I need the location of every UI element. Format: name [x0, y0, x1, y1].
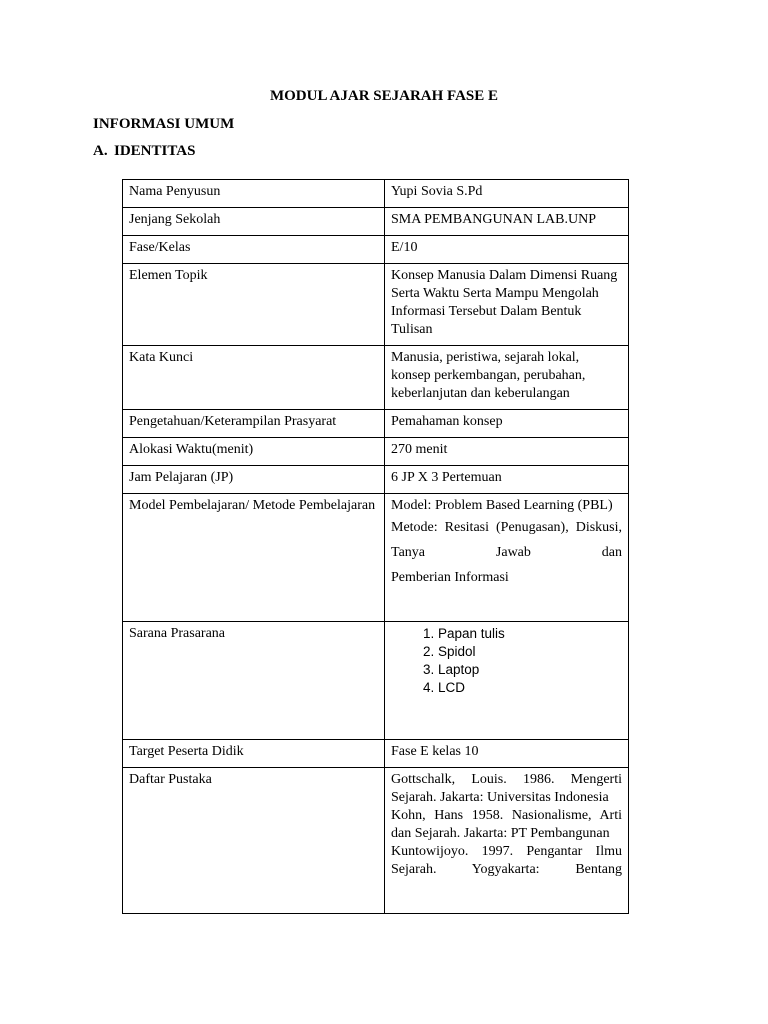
- reference-item: Gottschalk, Louis. 1986. Mengerti Sejarah. Jakarta: Universitas Indonesia: [391, 772, 622, 805]
- row-label: Daftar Pustaka: [123, 768, 385, 914]
- row-value: [385, 494, 629, 622]
- metode-text: Metode: Resitasi (Penugasan), Diskusi, Tanya Jawab dan: [391, 520, 622, 560]
- section-heading-identitas: [93, 143, 195, 160]
- list-item: 3. Laptop: [438, 661, 622, 679]
- section-heading-informasi-umum: INFORMASI UMUM: [93, 116, 235, 132]
- table-row: [123, 494, 629, 622]
- table-row: [123, 264, 629, 346]
- row-value: [385, 768, 629, 914]
- table-row: [123, 768, 629, 914]
- table-row: [123, 236, 629, 264]
- row-label: Kata Kunci: [123, 346, 385, 410]
- reference-list: [391, 771, 622, 879]
- row-value: Konsep Manusia Dalam Dimensi Ruang Serta Waktu Serta Mampu Mengolah Informasi Tersebut Dalam Bentuk Tulisan: [385, 264, 629, 346]
- metode-text-end: Pemberian Informasi: [391, 570, 509, 585]
- row-value: SMA PEMBANGUNAN LAB.UNP: [385, 208, 629, 236]
- row-value: E/10: [385, 236, 629, 264]
- section-label: IDENTITAS: [114, 143, 196, 159]
- model-text: Model: Problem Based Learning (PBL): [391, 498, 613, 513]
- page-title: MODUL AJAR SEJARAH FASE E: [269, 88, 499, 104]
- row-label: Elemen Topik: [123, 264, 385, 346]
- row-value: Manusia, peristiwa, sejarah lokal, konsep perkembangan, perubahan, keberlanjutan dan keberulangan: [385, 346, 629, 410]
- row-label: Sarana Prasarana: [123, 622, 385, 740]
- row-label: Target Peserta Didik: [123, 740, 385, 768]
- row-value: Yupi Sovia S.Pd: [385, 180, 629, 208]
- table-row: [123, 346, 629, 410]
- table-row: [123, 438, 629, 466]
- list-item: 1. Papan tulis: [438, 625, 622, 643]
- identity-table: [122, 179, 629, 914]
- table-row: [123, 208, 629, 236]
- row-value: Fase E kelas 10: [385, 740, 629, 768]
- reference-item: Kohn, Hans 1958. Nasionalisme, Arti dan Sejarah. Jakarta: PT Pembangunan: [391, 808, 622, 841]
- row-label: Model Pembelajaran/ Metode Pembelajaran: [123, 494, 385, 622]
- table-row: [123, 410, 629, 438]
- section-number: A.: [93, 143, 108, 159]
- row-label: Jam Pelajaran (JP): [123, 466, 385, 494]
- reference-item: Kuntowijoyo. 1997. Pengantar Ilmu Sejarah. Yogyakarta: Bentang: [391, 844, 622, 877]
- row-label: Fase/Kelas: [123, 236, 385, 264]
- table-row: [123, 740, 629, 768]
- row-value: 6 JP X 3 Pertemuan: [385, 466, 629, 494]
- list-item: 4. LCD: [438, 679, 622, 697]
- row-label: Pengetahuan/Keterampilan Prasyarat: [123, 410, 385, 438]
- row-label: Alokasi Waktu(menit): [123, 438, 385, 466]
- row-label: Nama Penyusun: [123, 180, 385, 208]
- row-value: Pemahaman konsep: [385, 410, 629, 438]
- table-row: [123, 466, 629, 494]
- row-value: [385, 622, 629, 740]
- row-label: Jenjang Sekolah: [123, 208, 385, 236]
- table-row: [123, 622, 629, 740]
- table-row: [123, 180, 629, 208]
- sarana-list: [391, 625, 622, 697]
- list-item: 2. Spidol: [438, 643, 622, 661]
- row-value: 270 menit: [385, 438, 629, 466]
